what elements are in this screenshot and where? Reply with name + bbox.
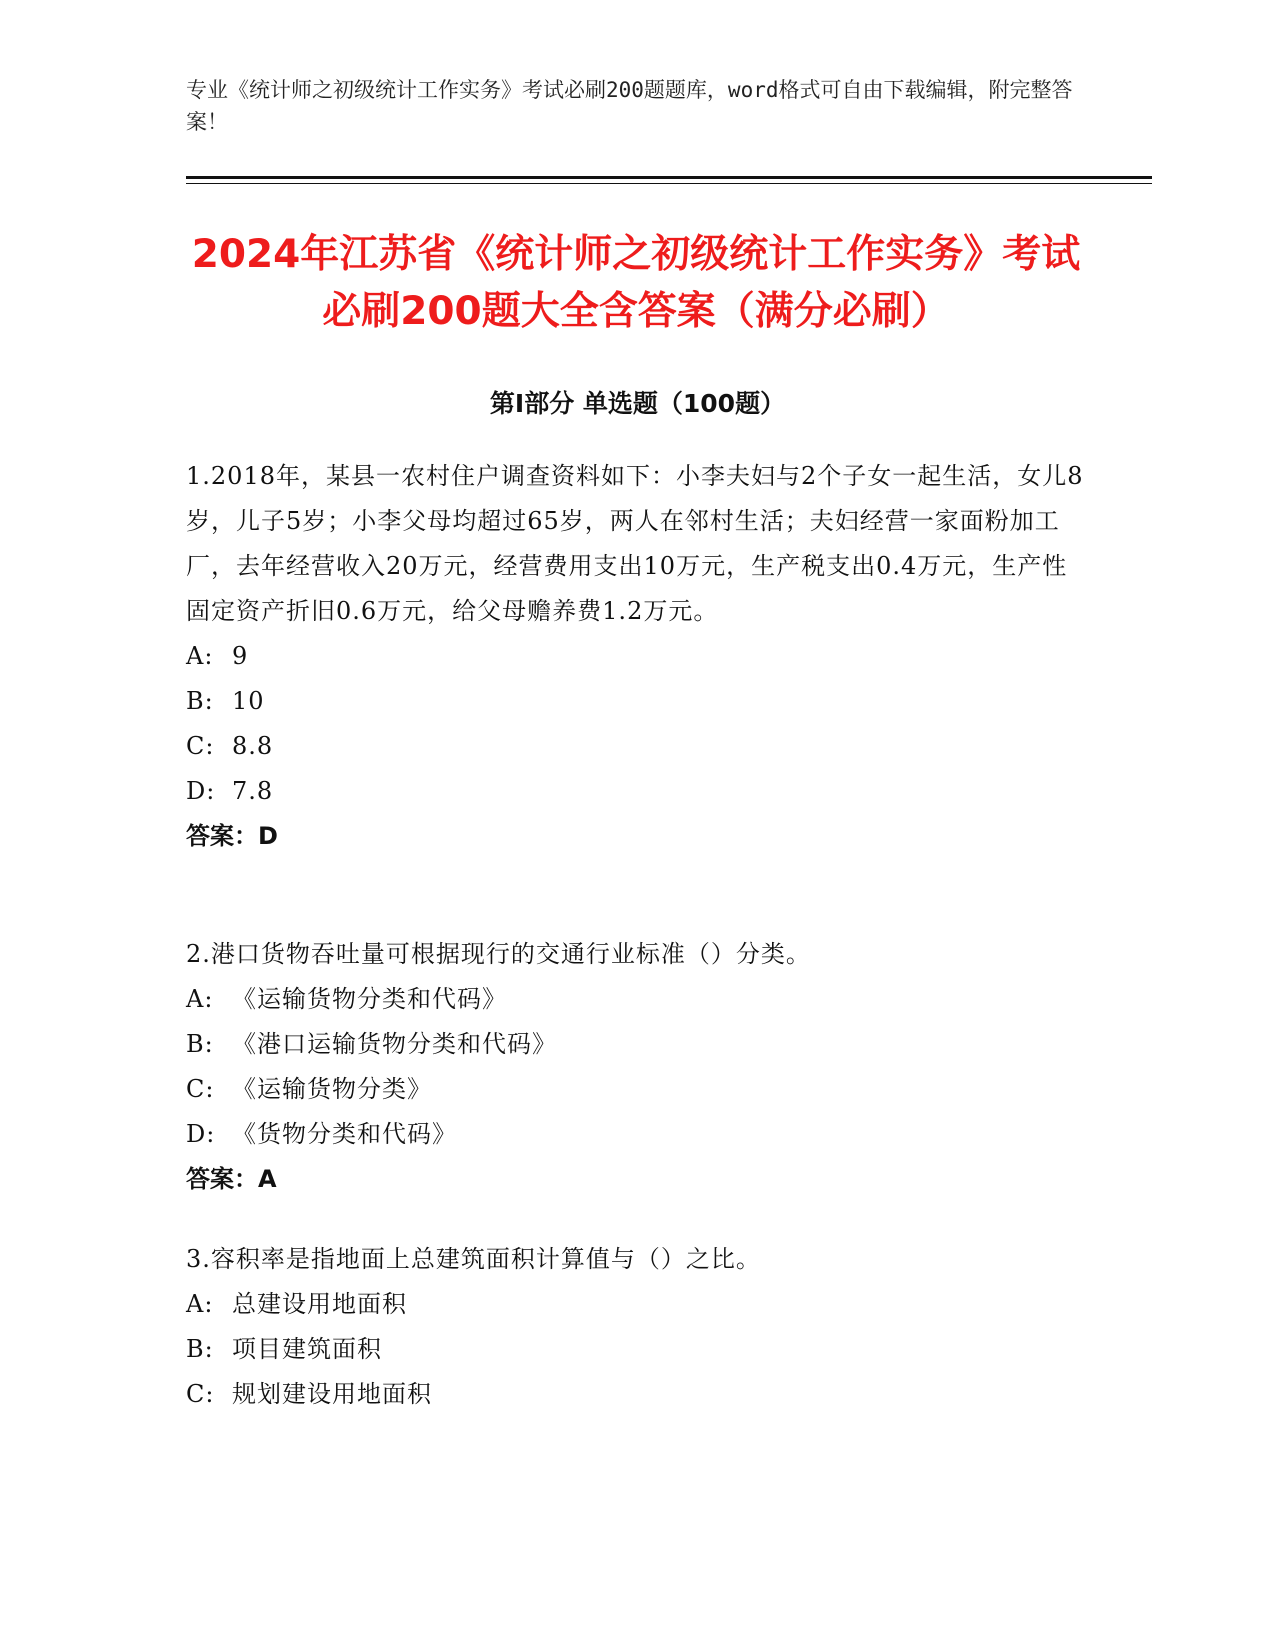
option-key: D: [186, 1120, 216, 1148]
document-title: 2024年江苏省《统计师之初级统计工作实务》考试必刷200题大全含答案（满分必刷） [191, 232, 1081, 334]
question-stem: 2.港口货物吞吐量可根据现行的交通行业标准（）分类。 [186, 940, 811, 968]
option-key: B: [186, 1335, 214, 1363]
option-key: A: [186, 642, 214, 670]
option-c [186, 1067, 1086, 1112]
option-text: 10 [232, 687, 265, 715]
question-2 [186, 932, 1086, 1202]
option-d [186, 1112, 1086, 1157]
option-key: C: [186, 1075, 215, 1103]
header-divider-thin [186, 183, 1152, 184]
option-text: 《运输货物分类》 [232, 1075, 432, 1103]
answer-line: 答案：A [186, 1165, 277, 1193]
section-title: 第Ⅰ部分 单选题（100题） [489, 389, 786, 418]
option-d [186, 769, 1086, 814]
option-a [186, 977, 1086, 1022]
option-key: C: [186, 1380, 215, 1408]
option-text: 规划建设用地面积 [232, 1380, 432, 1408]
option-key: A: [186, 985, 214, 1013]
option-text: 《货物分类和代码》 [232, 1120, 457, 1148]
option-text: 总建设用地面积 [232, 1290, 407, 1318]
question-stem: 3.容积率是指地面上总建筑面积计算值与（）之比。 [186, 1245, 761, 1273]
header-note: 专业《统计师之初级统计工作实务》考试必刷200题题库，word格式可自由下载编辑，附完整答案！ [186, 78, 1073, 134]
option-c [186, 1372, 1086, 1417]
option-text: 7.8 [232, 777, 274, 805]
option-a [186, 634, 1086, 679]
option-b [186, 1327, 1086, 1372]
option-key: C: [186, 732, 215, 760]
question-stem: 1.2018年，某县一农村住户调查资料如下：小李夫妇与2个子女一起生活，女儿8岁，儿子5岁；小李父母均超过65岁，两人在邻村生活；夫妇经营一家面粉加工厂，去年经营收入20万元，经营费用支出10万元，生产税支出0.4万元，生产性固定资产折旧0.6万元，给父母赡养费1.2万元。 [186, 462, 1084, 625]
question-1 [186, 454, 1086, 859]
option-key: B: [186, 687, 214, 715]
question-3 [186, 1237, 1086, 1417]
option-text: 8.8 [232, 732, 274, 760]
option-c [186, 724, 1086, 769]
option-text: 《港口运输货物分类和代码》 [232, 1030, 557, 1058]
option-b [186, 679, 1086, 724]
option-text: 《运输货物分类和代码》 [232, 985, 507, 1013]
option-key: A: [186, 1290, 214, 1318]
option-b [186, 1022, 1086, 1067]
header-divider-thick [186, 176, 1152, 179]
option-a [186, 1282, 1086, 1327]
option-text: 项目建筑面积 [232, 1335, 382, 1363]
answer-line: 答案：D [186, 822, 278, 850]
option-key: D: [186, 777, 216, 805]
option-text: 9 [232, 642, 249, 670]
option-key: B: [186, 1030, 214, 1058]
